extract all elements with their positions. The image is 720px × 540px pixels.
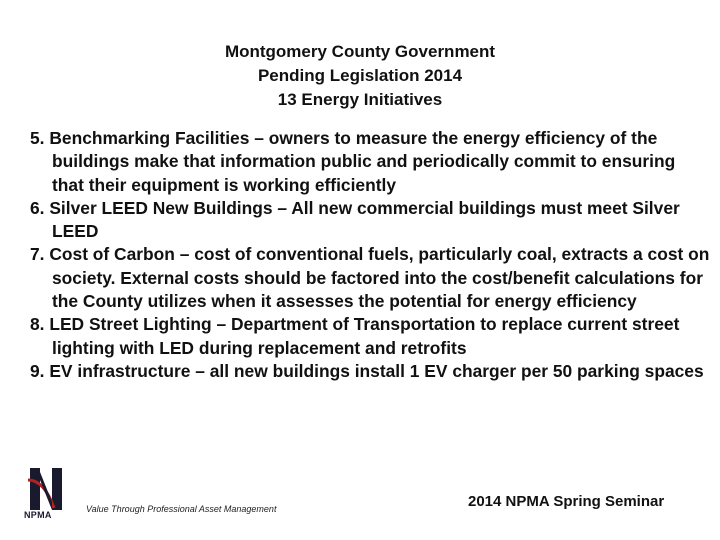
list-item: 5. Benchmarking Facilities – owners to measure the energy efficiency of the buildings make that information public and periodically commit to ensuring that their equipment is working efficiently: [30, 128, 676, 195]
footer-tagline: Value Through Professional Asset Management: [86, 504, 277, 514]
logo-text: NPMA: [24, 510, 52, 520]
logo-left-bar: [30, 468, 40, 510]
list-item: 8. LED Street Lighting – Department of Transportation to replace current street lighting with LED during replacement and retrofits: [30, 314, 680, 358]
list-item: 7. Cost of Carbon – cost of conventional fuels, particularly coal, extracts a cost on society. External costs should be factored into the cost/benefit calculations for the County utilizes when it assesses the potential for energy efficiency: [30, 244, 710, 312]
logo-diagonal: [40, 472, 52, 510]
initiatives-list: [30, 127, 710, 383]
list-item: 6. Silver LEED New Buildings – All new commercial buildings must meet Silver LEED: [30, 197, 680, 242]
list-item: 9. EV infrastructure – all new buildings install 1 EV charger per 50 parking spaces: [30, 360, 704, 381]
slide-title: [0, 40, 720, 112]
title-line-1: Montgomery County Government: [224, 42, 496, 61]
footer-seminar: 2014 NPMA Spring Seminar: [468, 493, 665, 510]
title-line-3: 13 Energy Initiatives: [277, 90, 443, 109]
title-line-2: Pending Legislation 2014: [257, 66, 463, 85]
